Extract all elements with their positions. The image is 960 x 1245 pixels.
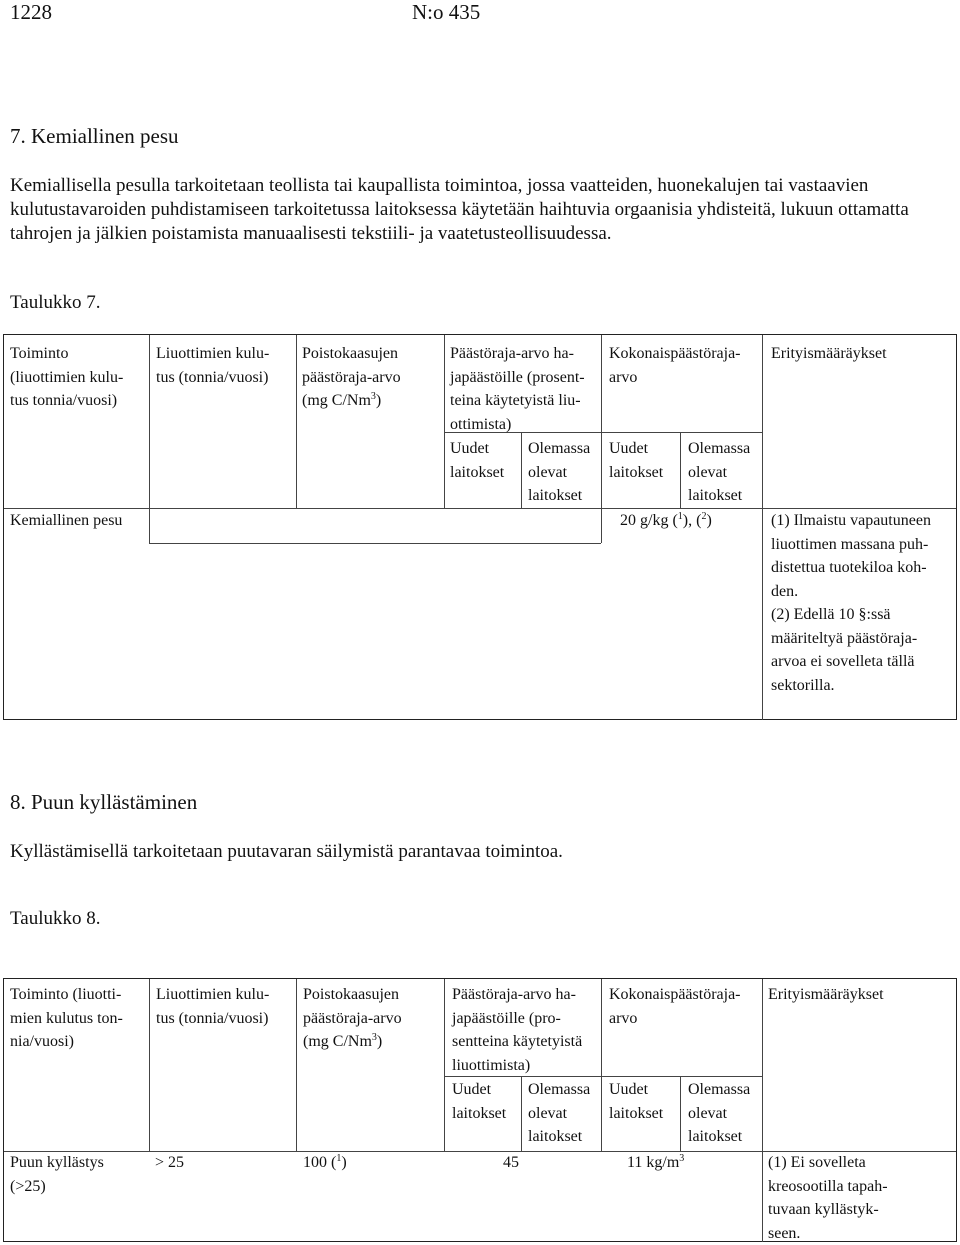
t8-sub-total-new: Uudet laitokset: [609, 1081, 664, 1122]
t8-row-special: (1) Ei sovelleta kreosootilla tapah- tuvaan kyllästyk- seen.: [768, 1154, 888, 1242]
t8-row-total-limit: 11 $kg/m^3$: [627, 1153, 685, 1171]
issue-number: N:o 435: [412, 0, 481, 24]
t8-sub-fugitive-new: Uudet laitokset: [452, 1081, 507, 1122]
t7-row-special: (1) Ilmaistu vapautuneen liuottimen massana puh- distettua tuotekiloa koh- den. (2) Edellä 10 §:ssä määriteltyä päästöraja- arvoa ei sovelleta tällä sektorilla.: [771, 512, 931, 694]
section-7-paragraph: Kemiallisella pesulla tarkoitetaan teollista tai kaupallista toimintoa, jossa vaatteiden, huonekalujen tai vastaavien kulutustavaroiden puhdistamiseen tarkoitetussa laitoksessa käytetään haihtuvia orgaanisia yhdisteitä, lukuun ottamatta tahrojen ja jälkien poistamista manuaalisesti tekstiili- ja vaatetusteollisuudessa.: [10, 175, 909, 244]
t7-header-fugitive-limit: Päästöraja-arvo ha- japäästöille (prosent- teina käytetyistä liu- ottimista): [450, 345, 585, 433]
t8-header-special: Erityismääräykset: [768, 986, 884, 1003]
t8-header-exhaust-limit: Poistokaasujen päästöraja-arvo (mg C/Nm$^3$): [303, 986, 402, 1050]
t7-row-total-limit: 20 g/kg ($^1$), ($^2$): [620, 511, 712, 529]
t8-row-exhaust-limit: 100 ($^1$): [303, 1153, 347, 1171]
t8-header-activity: Toiminto (liuotti- mien kulutus ton- nia/vuosi): [10, 986, 123, 1050]
t7-header-consumption: Liuottimien kulu- tus (tonnia/vuosi): [156, 345, 270, 386]
section-8-paragraph: Kyllästämisellä tarkoitetaan puutavaran säilymistä parantavaa toimintoa.: [10, 841, 563, 862]
t7-sub-fugitive-existing: Olemassa olevat laitokset: [528, 440, 591, 504]
t8-header-total-limit: Kokonaispäästöraja- arvo: [609, 986, 741, 1027]
t8-row-consumption: > 25: [155, 1154, 185, 1171]
t7-header-total-limit: Kokonaispäästöraja- arvo: [609, 345, 741, 386]
t7-header-exhaust-limit: Poistokaasujen päästöraja-arvo (mg C/Nm$^3$): [302, 345, 401, 409]
page-number: 1228: [10, 0, 52, 24]
t7-sub-fugitive-new: Uudet laitokset: [450, 440, 505, 481]
t7-sub-total-new: Uudet laitokset: [609, 440, 664, 481]
section-8-heading: 8. Puun kyllästäminen: [10, 790, 198, 814]
t7-sub-total-existing: Olemassa olevat laitokset: [688, 440, 751, 504]
t8-header-fugitive-limit: Päästöraja-arvo ha- japäästöille (pro- sentteina käytetyistä liuottimista): [452, 986, 583, 1074]
t8-sub-total-existing: Olemassa olevat laitokset: [688, 1081, 751, 1145]
t7-header-special: Erityismääräykset: [771, 345, 887, 362]
t8-row-activity: Puun kyllästys (>25): [10, 1154, 104, 1195]
table-7-caption: Taulukko 7.: [10, 292, 101, 313]
t8-sub-fugitive-existing: Olemassa olevat laitokset: [528, 1081, 591, 1145]
table-8-caption: Taulukko 8.: [10, 908, 101, 929]
t8-row-fugitive-limit: 45: [503, 1154, 519, 1171]
t7-header-activity: Toiminto (liuottimien kulu- tus tonnia/vuosi): [10, 345, 124, 409]
t8-header-consumption: Liuottimien kulu- tus (tonnia/vuosi): [156, 986, 270, 1027]
section-7-heading: 7. Kemiallinen pesu: [10, 124, 179, 148]
t7-row-activity: Kemiallinen pesu: [10, 512, 123, 529]
